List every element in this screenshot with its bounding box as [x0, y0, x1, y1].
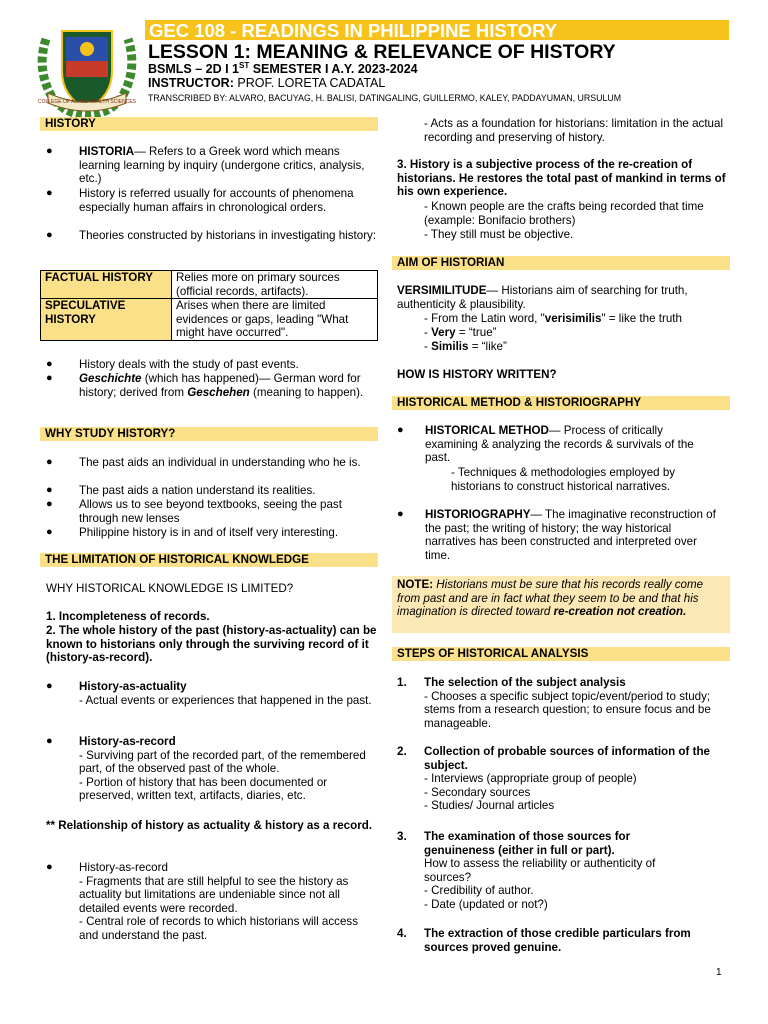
table-key: SPECULATIVE HISTORY	[41, 299, 172, 341]
table-row	[41, 271, 378, 299]
point-3-detail: - They still must be objective.	[424, 228, 574, 241]
table-value: Relies more on primary sources (official records, artifacts).	[172, 271, 378, 299]
table-value: Arises when there are limited evidences or gaps, leading "What might have occurred".	[172, 299, 378, 341]
transcribed-by: TRANSCRIBED BY: ALVARO, BACUYAG, H. BALISI, DATINGALING, GUILLERMO, KALEY, PADDAYUMAN, URSULUM	[148, 93, 622, 103]
section-info: BSMLS – 2D I 1ST SEMESTER I A.Y. 2023-2024	[148, 61, 418, 76]
point-1: 1. Incompleteness of records.	[46, 610, 210, 623]
course-title-bar	[145, 20, 729, 40]
college-seal-logo	[34, 19, 140, 118]
section-why-study: WHY STUDY HISTORY?	[40, 427, 378, 441]
logo-banner-text: COLLEGE OF ALLIED HEALTH SCIENCES	[38, 99, 136, 105]
step-number: 3.	[397, 830, 407, 843]
theories-table	[40, 270, 378, 341]
step-3: The examination of those sources for genuineness (either in full or part). How to assess the reliability or authenticity of sources? - Credibility of author. - Date (updated or not?)	[424, 830, 656, 911]
step-number: 2.	[397, 745, 407, 758]
step-4: The extraction of those credible particulars from sources proved genuine.	[424, 927, 691, 954]
section-steps: STEPS OF HISTORICAL ANALYSIS	[392, 647, 730, 661]
section-limitation: THE LIMITATION OF HISTORICAL KNOWLEDGE	[40, 553, 378, 567]
versimilitude-def: VERSIMILITUDE— Historians aim of searching for truth, authenticity & plausibility.	[397, 284, 688, 311]
very-def: - Very = “true”	[424, 326, 497, 339]
point-3-detail: - Known people are the crafts being recorded that time (example: Bonifacio brothers)	[424, 200, 704, 227]
section-history: HISTORY	[40, 117, 378, 131]
question-heading: WHY HISTORICAL KNOWLEDGE IS LIMITED?	[46, 582, 294, 595]
table-row	[41, 299, 378, 341]
point-3: 3. History is a subjective process of the re-creation of historians. He restores the total past of mankind in terms of his own experience.	[397, 158, 726, 199]
section-aim: AIM OF HISTORIAN	[392, 256, 730, 270]
how-written-heading: HOW IS HISTORY WRITTEN?	[397, 368, 557, 381]
page-number: 1	[716, 967, 722, 978]
note-box: NOTE: Historians must be sure that his records really come from past and are in fact what they seem to be and that his imagination is directed toward re-creation not creation.	[392, 576, 730, 633]
step-2: Collection of probable sources of information of the subject. - Interviews (appropriate group of people) - Secondary sources - Studies/ Journal articles	[424, 745, 710, 813]
point-2: 2. The whole history of the past (history-as-actuality) can be known to historians only through the surviving record of it (history-as-record).	[46, 624, 377, 665]
course-title: GEC 108 - READINGS IN PHILIPPINE HISTORY	[149, 20, 558, 41]
section-historical-method: HISTORICAL METHOD & HISTORIOGRAPHY	[392, 396, 730, 410]
table-key: FACTUAL HISTORY	[41, 271, 172, 299]
step-number: 1.	[397, 676, 407, 689]
continued-text: - Acts as a foundation for historians: limitation in the actual recording and preserving of history.	[424, 117, 724, 144]
instructor-line: INSTRUCTOR: PROF. LORETA CADATAL	[148, 76, 386, 90]
step-number: 4.	[397, 927, 407, 940]
step-1: The selection of the subject analysis - Chooses a specific subject topic/event/period to study; stems from a research question; to ensure focus and be manageable.	[424, 676, 711, 730]
relationship-heading: ** Relationship of history as actuality & history as a record.	[46, 819, 373, 832]
method-detail: - Techniques & methodologies employed by historians to construct historical narratives.	[451, 466, 676, 493]
lesson-title: LESSON 1: MEANING & RELEVANCE OF HISTORY	[148, 41, 616, 63]
latin-origin: - From the Latin word, "verisimilis" = like the truth	[424, 312, 682, 325]
similis-def: - Similis = “like”	[424, 340, 507, 353]
